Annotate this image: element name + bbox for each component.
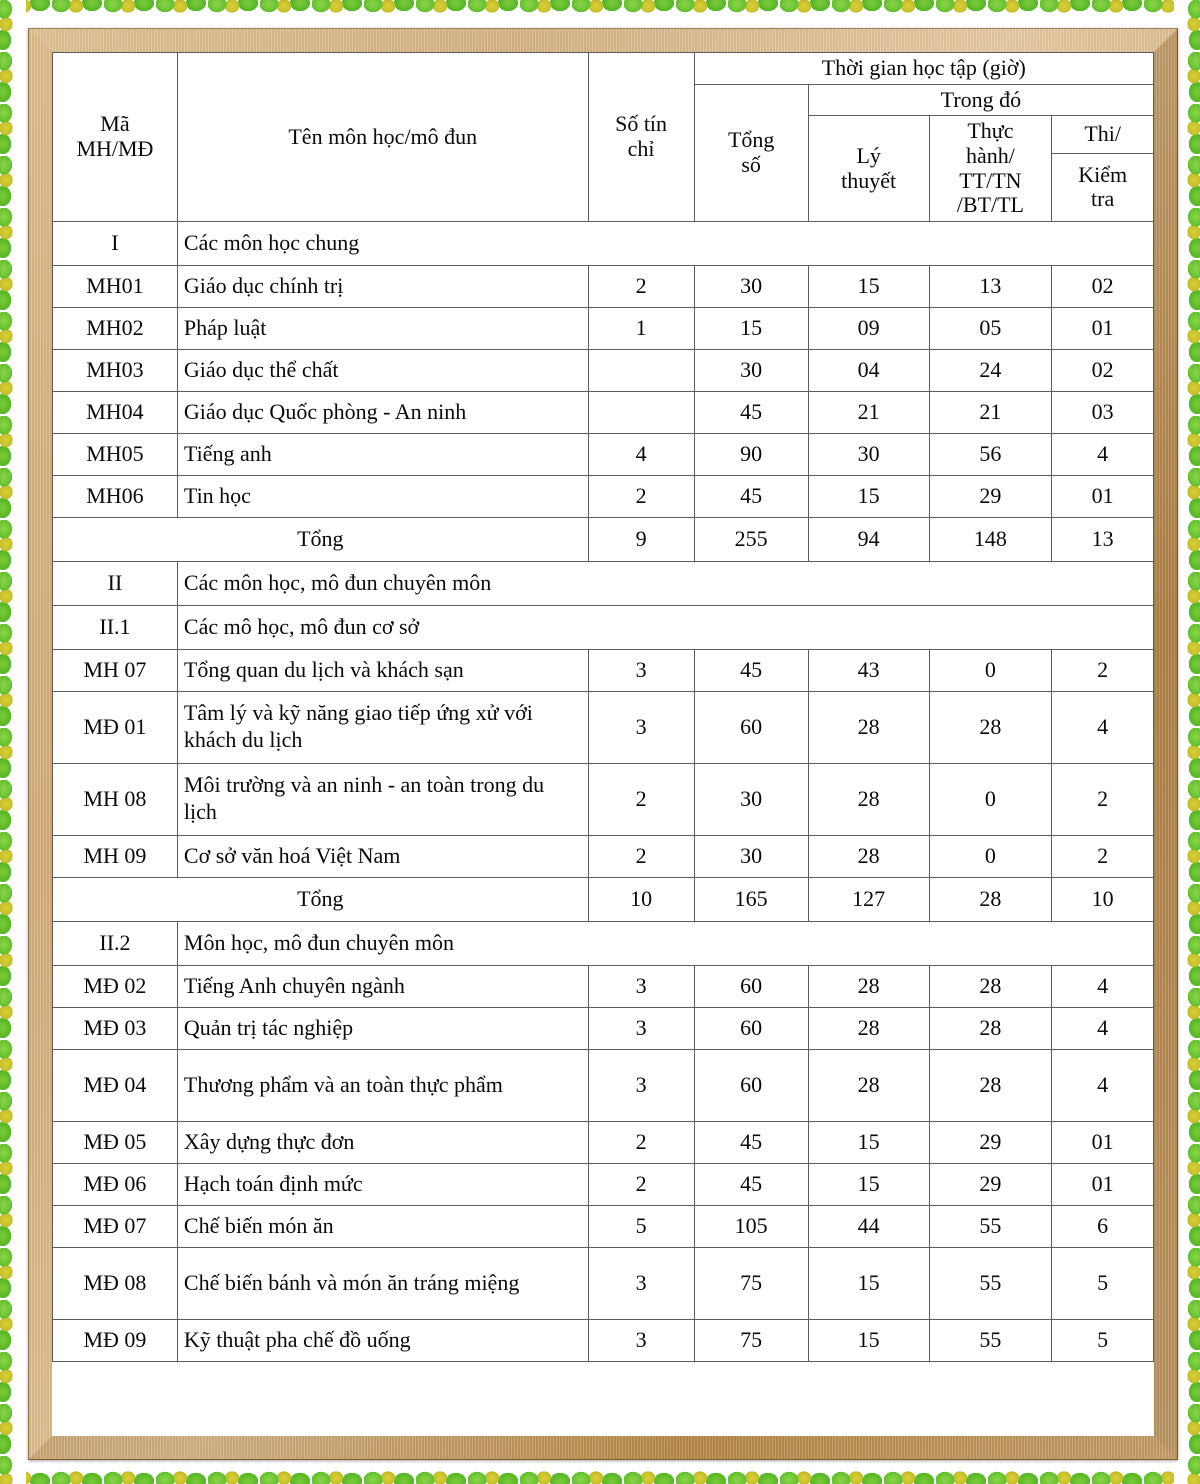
- header-practice-line4: /BT/TL: [956, 192, 1024, 218]
- cell-subject-name: Giáo dục thể chất: [177, 349, 588, 391]
- total-credits: 9: [588, 517, 694, 561]
- table-row: [53, 965, 1154, 1007]
- cell-subject-name: Thương phẩm và an toàn thực phẩm: [177, 1049, 588, 1121]
- document-paper: [52, 52, 1154, 1436]
- cell-practice-hours: 56: [929, 433, 1052, 475]
- cell-total-hours: 30: [694, 763, 808, 835]
- header-code: [53, 53, 178, 222]
- cell-theory-hours: 43: [808, 649, 929, 691]
- cell-credits: 3: [588, 1247, 694, 1319]
- cell-code: MĐ 09: [53, 1319, 178, 1361]
- table-row: [53, 475, 1154, 517]
- cell-code: MH04: [53, 391, 178, 433]
- section-heading-row: [53, 221, 1154, 265]
- cell-subject-name: Pháp luật: [177, 307, 588, 349]
- cell-credits: 2: [588, 1163, 694, 1205]
- total-practice: 28: [929, 877, 1052, 921]
- header-exam-line3: tra: [1091, 186, 1115, 212]
- header-credits-line1: Số tín: [615, 111, 668, 137]
- table-body: [53, 221, 1154, 1361]
- cell-total-hours: 30: [694, 835, 808, 877]
- cell-theory-hours: 15: [808, 1247, 929, 1319]
- cell-practice-hours: 29: [929, 1163, 1052, 1205]
- cell-total-hours: 60: [694, 691, 808, 763]
- cell-credits: 4: [588, 433, 694, 475]
- section-total-row: [53, 877, 1154, 921]
- header-theory-line2: thuyết: [841, 167, 897, 193]
- header-code-line1: Mã: [100, 111, 130, 137]
- cell-subject-name: Quản trị tác nghiệp: [177, 1007, 588, 1049]
- cell-code: MĐ 02: [53, 965, 178, 1007]
- total-credits: 10: [588, 877, 694, 921]
- cell-total-hours: 30: [694, 265, 808, 307]
- cell-theory-hours: 44: [808, 1205, 929, 1247]
- cell-code: MĐ 06: [53, 1163, 178, 1205]
- cell-theory-hours: 28: [808, 965, 929, 1007]
- cell-practice-hours: 29: [929, 1121, 1052, 1163]
- cell-exam-hours: 01: [1052, 475, 1154, 517]
- cell-exam-hours: 6: [1052, 1205, 1154, 1247]
- table-row: [53, 1007, 1154, 1049]
- cell-theory-hours: 28: [808, 1007, 929, 1049]
- cell-total-hours: 60: [694, 1049, 808, 1121]
- section-title: Các mô học, mô đun cơ sở: [177, 605, 1153, 649]
- header-practice-line1: Thực: [967, 118, 1014, 144]
- cell-theory-hours: 28: [808, 763, 929, 835]
- cell-code: MĐ 03: [53, 1007, 178, 1049]
- table-row: [53, 835, 1154, 877]
- cell-total-hours: 45: [694, 391, 808, 433]
- cell-total-hours: 45: [694, 1163, 808, 1205]
- header-row-1: [53, 53, 1154, 85]
- table-row: [53, 433, 1154, 475]
- cell-exam-hours: 4: [1052, 1007, 1154, 1049]
- cell-total-hours: 60: [694, 965, 808, 1007]
- table-row: [53, 391, 1154, 433]
- cell-practice-hours: 0: [929, 649, 1052, 691]
- cell-subject-name: Hạch toán định mức: [177, 1163, 588, 1205]
- cell-total-hours: 75: [694, 1247, 808, 1319]
- cell-credits: [588, 391, 694, 433]
- header-theory-line1: Lý: [856, 142, 881, 168]
- cell-practice-hours: 0: [929, 763, 1052, 835]
- cell-credits: 2: [588, 265, 694, 307]
- cell-exam-hours: 4: [1052, 1049, 1154, 1121]
- wood-frame: [28, 28, 1178, 1460]
- cell-subject-name: Tâm lý và kỹ năng giao tiếp ứng xử với khách du lịch: [177, 691, 588, 763]
- cell-subject-name: Giáo dục Quốc phòng - An ninh: [177, 391, 588, 433]
- cell-code: MĐ 04: [53, 1049, 178, 1121]
- cell-total-hours: 45: [694, 1121, 808, 1163]
- table-row: [53, 307, 1154, 349]
- cell-exam-hours: 4: [1052, 433, 1154, 475]
- section-heading-row: [53, 605, 1154, 649]
- cell-practice-hours: 21: [929, 391, 1052, 433]
- section-number: II: [53, 561, 178, 605]
- cell-exam-hours: 03: [1052, 391, 1154, 433]
- cell-exam-hours: 2: [1052, 763, 1154, 835]
- cell-credits: 3: [588, 691, 694, 763]
- header-total-line2: số: [741, 151, 761, 177]
- cell-total-hours: 45: [694, 475, 808, 517]
- cell-practice-hours: 28: [929, 965, 1052, 1007]
- header-code-line2: MH/MĐ: [76, 135, 154, 161]
- cell-total-hours: 45: [694, 649, 808, 691]
- cell-total-hours: 105: [694, 1205, 808, 1247]
- cell-code: MH 09: [53, 835, 178, 877]
- cell-subject-name: Tổng quan du lịch và khách sạn: [177, 649, 588, 691]
- header-practice-line2: hành/: [965, 142, 1015, 168]
- cell-practice-hours: 55: [929, 1205, 1052, 1247]
- cell-total-hours: 75: [694, 1319, 808, 1361]
- cell-practice-hours: 0: [929, 835, 1052, 877]
- cell-exam-hours: 5: [1052, 1319, 1154, 1361]
- cell-exam-hours: 01: [1052, 307, 1154, 349]
- cell-exam-hours: 4: [1052, 965, 1154, 1007]
- cell-credits: 3: [588, 1319, 694, 1361]
- cell-code: MH 08: [53, 763, 178, 835]
- cell-theory-hours: 15: [808, 1163, 929, 1205]
- cell-theory-hours: 28: [808, 691, 929, 763]
- cell-exam-hours: 4: [1052, 691, 1154, 763]
- cell-practice-hours: 05: [929, 307, 1052, 349]
- table-row: [53, 1247, 1154, 1319]
- cell-subject-name: Giáo dục chính trị: [177, 265, 588, 307]
- cell-credits: 2: [588, 475, 694, 517]
- cell-code: MĐ 05: [53, 1121, 178, 1163]
- table-row: [53, 1121, 1154, 1163]
- cell-practice-hours: 55: [929, 1319, 1052, 1361]
- section-number: II.1: [53, 605, 178, 649]
- cell-theory-hours: 28: [808, 835, 929, 877]
- cell-theory-hours: 15: [808, 475, 929, 517]
- total-hours: 255: [694, 517, 808, 561]
- total-theory: 127: [808, 877, 929, 921]
- cell-theory-hours: 21: [808, 391, 929, 433]
- cell-credits: [588, 349, 694, 391]
- cell-theory-hours: 30: [808, 433, 929, 475]
- cell-exam-hours: 01: [1052, 1163, 1154, 1205]
- cell-exam-hours: 2: [1052, 649, 1154, 691]
- cell-theory-hours: 15: [808, 1319, 929, 1361]
- cell-total-hours: 15: [694, 307, 808, 349]
- cell-subject-name: Tin học: [177, 475, 588, 517]
- cell-practice-hours: 28: [929, 1007, 1052, 1049]
- header-exam-check: [1052, 154, 1154, 222]
- cell-code: MH05: [53, 433, 178, 475]
- cell-exam-hours: 2: [1052, 835, 1154, 877]
- curriculum-table: [52, 52, 1154, 1362]
- table-row: [53, 1319, 1154, 1361]
- header-credits-line2: chỉ: [627, 135, 655, 161]
- cell-credits: 2: [588, 763, 694, 835]
- cell-subject-name: Chế biến món ăn: [177, 1205, 588, 1247]
- cell-subject-name: Cơ sở văn hoá Việt Nam: [177, 835, 588, 877]
- cell-code: MH06: [53, 475, 178, 517]
- cell-credits: 1: [588, 307, 694, 349]
- table-header: [53, 53, 1154, 222]
- header-exam-line2: Kiểm: [1078, 161, 1128, 187]
- section-number: II.2: [53, 921, 178, 965]
- section-title: Các môn học chung: [177, 221, 1153, 265]
- cell-code: MH01: [53, 265, 178, 307]
- cell-exam-hours: 02: [1052, 265, 1154, 307]
- header-credits: [588, 53, 694, 222]
- cell-credits: 2: [588, 835, 694, 877]
- cell-theory-hours: 15: [808, 265, 929, 307]
- header-practice-line3: TT/TN: [959, 167, 1022, 193]
- cell-theory-hours: 09: [808, 307, 929, 349]
- section-total-row: [53, 517, 1154, 561]
- table-row: [53, 1163, 1154, 1205]
- table-row: [53, 763, 1154, 835]
- cell-practice-hours: 28: [929, 691, 1052, 763]
- cell-credits: 3: [588, 1049, 694, 1121]
- header-total-line1: Tổng: [727, 127, 775, 153]
- cell-code: MH02: [53, 307, 178, 349]
- section-number: I: [53, 221, 178, 265]
- cell-theory-hours: 15: [808, 1121, 929, 1163]
- cell-credits: 2: [588, 1121, 694, 1163]
- cell-theory-hours: 28: [808, 1049, 929, 1121]
- cell-practice-hours: 24: [929, 349, 1052, 391]
- table-row: [53, 1049, 1154, 1121]
- cell-subject-name: Kỹ thuật pha chế đồ uống: [177, 1319, 588, 1361]
- total-exam: 10: [1052, 877, 1154, 921]
- cell-code: MĐ 01: [53, 691, 178, 763]
- cell-practice-hours: 28: [929, 1049, 1052, 1121]
- header-study-time-group: Thời gian học tập (giờ): [694, 53, 1154, 85]
- table-row: [53, 691, 1154, 763]
- cell-exam-hours: 5: [1052, 1247, 1154, 1319]
- cell-practice-hours: 29: [929, 475, 1052, 517]
- header-subject-name: Tên môn học/mô đun: [177, 53, 588, 222]
- cell-practice-hours: 55: [929, 1247, 1052, 1319]
- cell-credits: 5: [588, 1205, 694, 1247]
- section-heading-row: [53, 561, 1154, 605]
- cell-credits: 3: [588, 965, 694, 1007]
- section-title: Môn học, mô đun chuyên môn: [177, 921, 1153, 965]
- header-exam-line1: Thi/: [1052, 116, 1154, 154]
- header-practice: [929, 116, 1052, 222]
- cell-exam-hours: 01: [1052, 1121, 1154, 1163]
- cell-total-hours: 60: [694, 1007, 808, 1049]
- header-total-hours: [694, 84, 808, 221]
- header-among-which: Trong đó: [808, 84, 1153, 116]
- header-theory: [808, 116, 929, 222]
- cell-theory-hours: 04: [808, 349, 929, 391]
- cell-subject-name: Tiếng Anh chuyên ngành: [177, 965, 588, 1007]
- total-hours: 165: [694, 877, 808, 921]
- table-row: [53, 265, 1154, 307]
- total-label: Tổng: [53, 877, 589, 921]
- cell-subject-name: Môi trường và an ninh - an toàn trong du lịch: [177, 763, 588, 835]
- cell-practice-hours: 13: [929, 265, 1052, 307]
- cell-code: MH03: [53, 349, 178, 391]
- total-exam: 13: [1052, 517, 1154, 561]
- cell-total-hours: 90: [694, 433, 808, 475]
- total-theory: 94: [808, 517, 929, 561]
- section-title: Các môn học, mô đun chuyên môn: [177, 561, 1153, 605]
- cell-code: MĐ 07: [53, 1205, 178, 1247]
- cell-subject-name: Tiếng anh: [177, 433, 588, 475]
- table-row: [53, 349, 1154, 391]
- cell-code: MĐ 08: [53, 1247, 178, 1319]
- cell-subject-name: Chế biến bánh và món ăn tráng miệng: [177, 1247, 588, 1319]
- total-practice: 148: [929, 517, 1052, 561]
- cell-code: MH 07: [53, 649, 178, 691]
- cell-credits: 3: [588, 1007, 694, 1049]
- cell-total-hours: 30: [694, 349, 808, 391]
- table-row: [53, 649, 1154, 691]
- cell-credits: 3: [588, 649, 694, 691]
- section-heading-row: [53, 921, 1154, 965]
- total-label: Tổng: [53, 517, 589, 561]
- cell-subject-name: Xây dựng thực đơn: [177, 1121, 588, 1163]
- cell-exam-hours: 02: [1052, 349, 1154, 391]
- table-row: [53, 1205, 1154, 1247]
